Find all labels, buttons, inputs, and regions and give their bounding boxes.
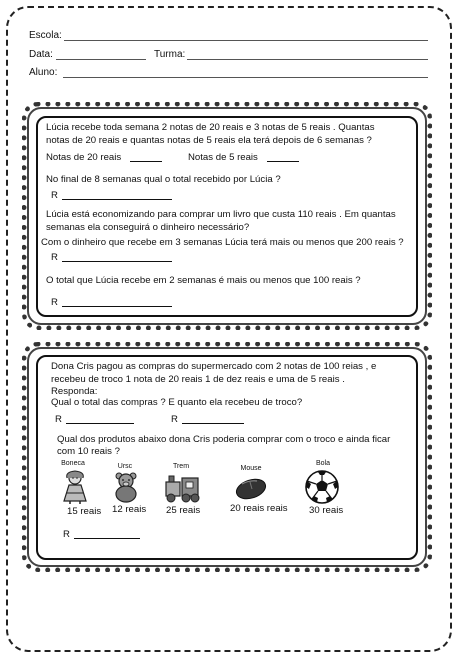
q4-answer-label: R bbox=[51, 252, 58, 263]
date-label: Data: bbox=[29, 49, 53, 60]
product-name-bola: Bola bbox=[315, 460, 330, 467]
q1-line2: notas de 20 reais e quantas notas de 5 reais ela terá depois de 6 semanas ? bbox=[46, 135, 372, 146]
p-line3: Responda: bbox=[51, 386, 98, 397]
notas5-answer[interactable] bbox=[267, 161, 299, 162]
doll-icon bbox=[60, 469, 90, 505]
notas5-label: Notas de 5 reais bbox=[188, 152, 258, 163]
change-answer-line[interactable] bbox=[182, 423, 244, 424]
total-answer-line[interactable] bbox=[66, 423, 134, 424]
class-field[interactable] bbox=[187, 59, 428, 60]
product-name-urso: Ursc bbox=[117, 463, 133, 470]
student-label: Aluno: bbox=[29, 67, 58, 78]
school-field[interactable] bbox=[64, 40, 428, 41]
product-price-trem: 25 reais bbox=[166, 505, 201, 516]
teddy-bear-icon bbox=[110, 471, 142, 503]
product-answer-line[interactable] bbox=[74, 538, 140, 539]
q5-answer-line[interactable] bbox=[62, 306, 172, 307]
p-line4: Qual o total das compras ? E quanto ela recebeu de troco? bbox=[51, 397, 303, 408]
q-line1: Qual dos produtos abaixo dona Cris poderia comprar com o troco e ainda ficar bbox=[57, 434, 391, 445]
date-field[interactable] bbox=[56, 59, 146, 60]
class-label: Turma: bbox=[154, 49, 186, 60]
q4-text: Com o dinheiro que recebe em 3 semanas Lúcia terá mais ou menos que 200 reais ? bbox=[41, 237, 404, 248]
soccer-ball-icon bbox=[304, 469, 340, 505]
q4-answer-line[interactable] bbox=[62, 261, 172, 262]
product-name-trem: Trem bbox=[172, 463, 190, 470]
q3-line2: semanas ela conseguirá o dinheiro necessário? bbox=[46, 222, 250, 233]
product-price-bola: 30 reais bbox=[309, 505, 344, 516]
q-line2: com 10 reais ? bbox=[57, 446, 120, 457]
notas20-label: Notas de 20 reais bbox=[46, 152, 122, 163]
p-line1: Dona Cris pagou as compras do supermercado com 2 notas de 100 reias , e bbox=[51, 361, 377, 372]
product-name-mouse: Mouse bbox=[240, 465, 262, 472]
school-label: Escola: bbox=[29, 30, 62, 41]
product-price-mouse: 20 reais reais bbox=[230, 503, 288, 514]
computer-mouse-icon bbox=[233, 476, 269, 500]
student-field[interactable] bbox=[63, 77, 428, 78]
q2-answer-label: R bbox=[51, 190, 58, 201]
toy-train-icon bbox=[162, 472, 204, 504]
product-price-urso: 12 reais bbox=[112, 504, 147, 515]
q5-answer-label: R bbox=[51, 297, 58, 308]
q2-answer-line[interactable] bbox=[62, 199, 172, 200]
q2-text: No final de 8 semanas qual o total recebido por Lúcia ? bbox=[46, 174, 281, 185]
q1-line1: Lúcia recebe toda semana 2 notas de 20 reais e 3 notas de 5 reais . Quantas bbox=[46, 122, 375, 133]
product-answer-label: R bbox=[63, 529, 70, 540]
product-name-boneca: Boneca bbox=[61, 460, 85, 467]
change-answer-label: R bbox=[171, 414, 178, 425]
q5-text: O total que Lúcia recebe em 2 semanas é mais ou menos que 100 reais ? bbox=[46, 275, 361, 286]
p-line2: recebeu de troco 1 nota de 20 reais 1 de dez reais e uma de 5 reais . bbox=[51, 374, 345, 385]
total-answer-label: R bbox=[55, 414, 62, 425]
product-price-boneca: 15 reais bbox=[67, 506, 102, 517]
q3-line1: Lúcia está economizando para comprar um livro que custa 110 reais . Em quantas bbox=[46, 209, 396, 220]
notas20-answer[interactable] bbox=[130, 161, 162, 162]
